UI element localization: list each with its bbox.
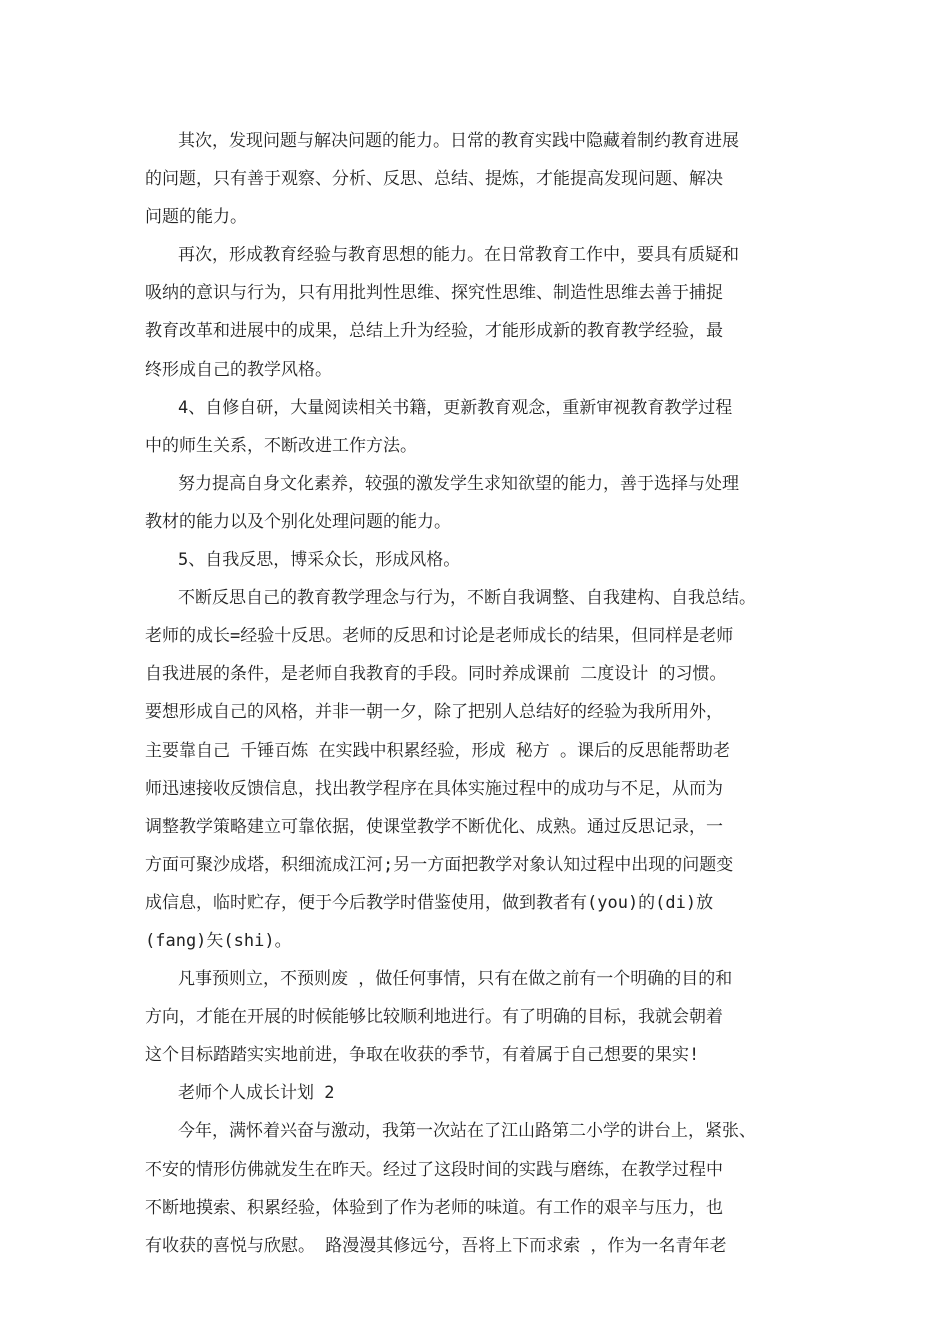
text-line: 终形成自己的教学风格。 bbox=[145, 359, 332, 380]
text-line: 自我进展的条件，是老师自我教育的手段。同时养成课前 二度设计 的习惯。 bbox=[145, 664, 727, 685]
text-line: 不断地摸索、积累经验，体验到了作为老师的味道。有工作的艰辛与压力，也 bbox=[145, 1197, 723, 1218]
text-line: 的问题，只有善于观察、分析、反思、总结、提炼，才能提高发现问题、解决 bbox=[145, 169, 723, 190]
text-line: 再次，形成教育经验与教育思想的能力。在日常教育工作中，要具有质疑和 bbox=[178, 245, 739, 266]
text-line: 吸纳的意识与行为，只有用批判性思维、探究性思维、制造性思维去善于捕捉 bbox=[145, 283, 723, 304]
text-line: 要想形成自己的风格，并非一朝一夕，除了把别人总结好的经验为我所用外， bbox=[145, 702, 723, 723]
text-line: 教育改革和进展中的成果，总结上升为经验，才能形成新的教育教学经验，最 bbox=[145, 321, 723, 342]
text-line: 这个目标踏踏实实地前进，争取在收获的季节，有着属于自己想要的果实! bbox=[145, 1045, 700, 1066]
text-line: 有收获的喜悦与欣慰。 路漫漫其修远兮，吾将上下而求索 ，作为一名青年老 bbox=[145, 1235, 727, 1256]
text-line: 老师的成长=经验十反思。老师的反思和讨论是老师成长的结果，但同样是老师 bbox=[145, 626, 734, 647]
text-line: 主要靠自己 千锤百炼 在实践中积累经验，形成 秘方 。课后的反思能帮助老 bbox=[145, 740, 730, 761]
text-line: 问题的能力。 bbox=[145, 207, 247, 228]
text-line: 方面可聚沙成塔，积细流成江河;另一方面把教学对象认知过程中出现的问题变 bbox=[145, 854, 734, 875]
text-line: 师迅速接收反馈信息，找出教学程序在具体实施过程中的成功与不足，从而为 bbox=[145, 778, 723, 799]
text-line: 努力提高自身文化素养，较强的激发学生求知欲望的能力，善于选择与处理 bbox=[178, 473, 739, 494]
text-line: 今年，满怀着兴奋与激动，我第一次站在了江山路第二小学的讲台上，紧张、 bbox=[178, 1121, 756, 1142]
text-line: 中的师生关系，不断改进工作方法。 bbox=[145, 435, 417, 456]
text-line: 老师个人成长计划 2 bbox=[178, 1083, 335, 1104]
text-line: 4、自修自研，大量阅读相关书籍，更新教育观念，重新审视教育教学过程 bbox=[178, 397, 733, 418]
text-line: 调整教学策略建立可靠依据，使课堂教学不断优化、成熟。通过反思记录，一 bbox=[145, 816, 723, 837]
text-line: 凡事预则立，不预则废 ，做任何事情，只有在做之前有一个明确的目的和 bbox=[178, 969, 733, 990]
document-body bbox=[145, 122, 825, 1265]
text-line: 不安的情形仿佛就发生在昨天。经过了这段时间的实践与磨练，在教学过程中 bbox=[145, 1159, 723, 1180]
text-line: 成信息，临时贮存，便于今后教学时借鉴使用，做到教者有(you)的(di)放 bbox=[145, 892, 714, 913]
text-line: 教材的能力以及个别化处理问题的能力。 bbox=[145, 511, 451, 532]
text-line: (fang)矢(shi)。 bbox=[145, 930, 292, 951]
text-line: 方向，才能在开展的时候能够比较顺利地进行。有了明确的目标，我就会朝着 bbox=[145, 1007, 723, 1028]
text-line: 不断反思自己的教育教学理念与行为，不断自我调整、自我建构、自我总结。 bbox=[178, 588, 756, 609]
text-line: 5、自我反思，博采众长，形成风格。 bbox=[178, 550, 461, 571]
text-line: 其次，发现问题与解决问题的能力。日常的教育实践中隐藏着制约教育进展 bbox=[178, 131, 739, 151]
